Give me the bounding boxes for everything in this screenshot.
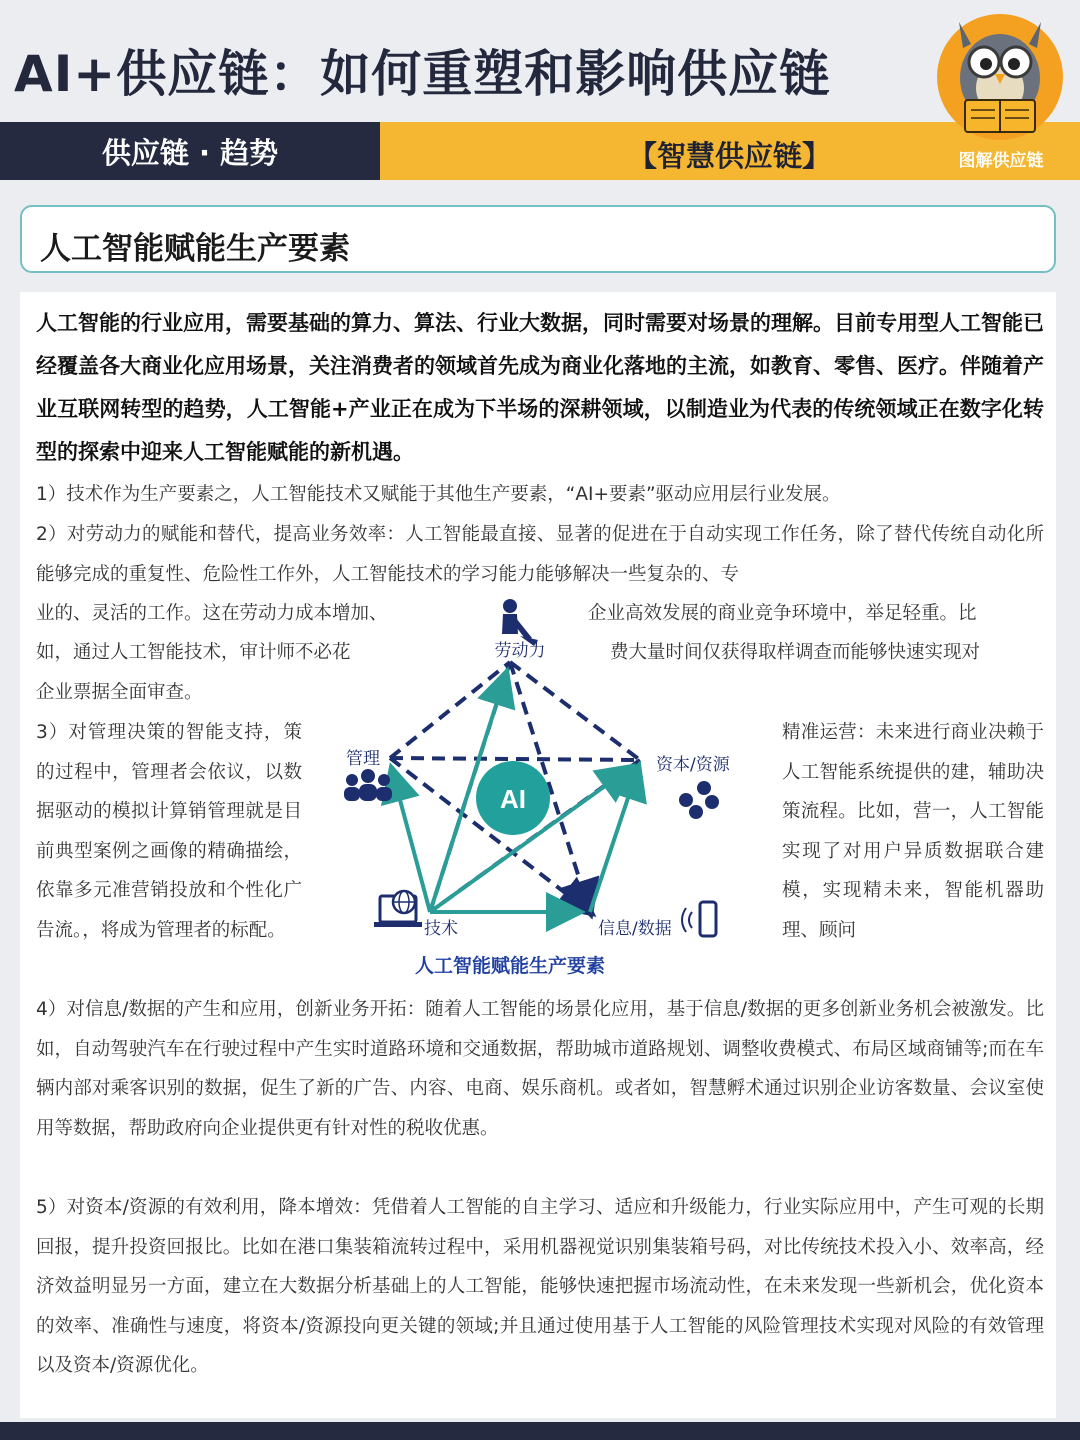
- section-header: [20, 205, 1056, 273]
- point-1: 1）技术作为生产要素之，人工智能技术又赋能于其他生产要素，“AI+要素”驱动应用层行业发展。: [36, 484, 841, 505]
- series-label: 【智慧供应链】: [628, 139, 832, 173]
- node-info-label: 信息/数据: [598, 919, 672, 939]
- point-5: 5）对资本/资源的有效利用，降本增效：凭借着人工智能的自主学习、适应和升级能力，行业实际应用中，产生可观的长期回报，提升投资回报比。比如在港口集装箱流转过程中，采用机器视觉识别集装箱号码，对比传统技术投入小、效率高，经济效益明显另一方面，建立在大数据分析基础上的人工智能，能够快速把握市场流动性，在未来发现一些新机会，优化资本的效率、准确性与速度，将资本/资源投向更关键的领域;并且通过使用基于人工智能的风险管理技术实现对风险的有效管理以及资本/资源优化。: [36, 1197, 1044, 1376]
- point-3-left: 3）对管理决策的智能支持，策的过程中，管理者会依议，以数据驱动的模拟计算销管理就是目前典型案例之画像的精确描绘，依靠多元准营销投放和个性化广告流。，将成为管理者的标配。: [36, 722, 302, 941]
- currency-icon: [679, 781, 719, 819]
- worker-icon: [502, 599, 538, 646]
- category-band: 供应链 · 趋势: [0, 122, 380, 180]
- intro-paragraph: 人工智能的行业应用，需要基础的算力、算法、行业大数据，同时需要对场景的理解。目前专用型人工智能已经覆盖各大商业化应用场景，关注消费者的领域首先成为商业化落地的主流，如教育、零售、医疗。伴随着产业互联网转型的趋势，人工智能+产业正在成为下半场的深耕领域，以制造业为代表的传统领域正在数字化转型的探索中迎来人工智能赋能的新机遇。: [36, 311, 1044, 464]
- section-title: 人工智能赋能生产要素: [40, 231, 350, 267]
- page-title: AI+供应链：如何重塑和影响供应链: [14, 45, 831, 103]
- computer-globe-icon: [374, 891, 422, 927]
- point-2-right-2: 费大量时间仅获得取样调查而能够快速实现对: [610, 642, 981, 663]
- logo-text: 图解供应链: [958, 151, 1044, 171]
- phone-signal-icon: [682, 902, 716, 936]
- node-management-label: 管理: [346, 749, 380, 769]
- point-4: 4）对信息/数据的产生和应用，创新业务开拓：随着人工智能的场景化应用，基于信息/数据的更多创新业务机会被激发。比如，自动驾驶汽车在行驶过程中产生实时道路环境和交通数据，帮助城市道路规划、调整收费模式、布局区域商铺等;而在车辆内部对乘客识别的数据，促生了新的广告、内容、电商、娱乐商机。或者如，智慧孵术通过识别企业访客数量、会议室使用等数据，帮助政府向企业提供更有针对性的税收优惠。: [36, 999, 1044, 1139]
- point-2-tail: 企业票据全面审查。: [36, 682, 203, 703]
- footer-bar: [0, 1422, 1080, 1440]
- point-2-lead: 2）对劳动力的赋能和替代，提高业务效率：人工智能最直接、显著的促进在于自动实现工作任务，除了替代传统自动化所能够完成的重复性、危险性工作外，人工智能技术的学习能力能够解决一些复杂的、专: [36, 524, 1044, 585]
- point-3-right: 精准运营：未来进行商业决赖于人工智能系统提供的建，辅助决策流程。比如，营一，人工智能实现了对用户异质数据联合建模，实现精未来，智能机器助理、顾问: [782, 722, 1044, 941]
- people-group-icon: [344, 769, 392, 801]
- owl-logo-icon: [937, 8, 1063, 144]
- diagram-caption: 人工智能赋能生产要素: [414, 955, 606, 977]
- node-labor-label: 劳动力: [494, 641, 546, 661]
- node-capital-label: 资本/资源: [656, 755, 730, 775]
- ai-center-label: AI: [500, 784, 526, 814]
- point-2-right-1: 企业高效发展的商业竞争环境中，举足轻重。比: [588, 603, 977, 624]
- point-2-left-1: 业的、灵活的工作。这在劳动力成本增加、: [36, 603, 388, 624]
- node-tech-label: 技术: [424, 919, 458, 939]
- ai-factors-diagram: [320, 590, 750, 990]
- point-2-left-2: 如，通过人工智能技术，审计师不必花: [36, 642, 351, 663]
